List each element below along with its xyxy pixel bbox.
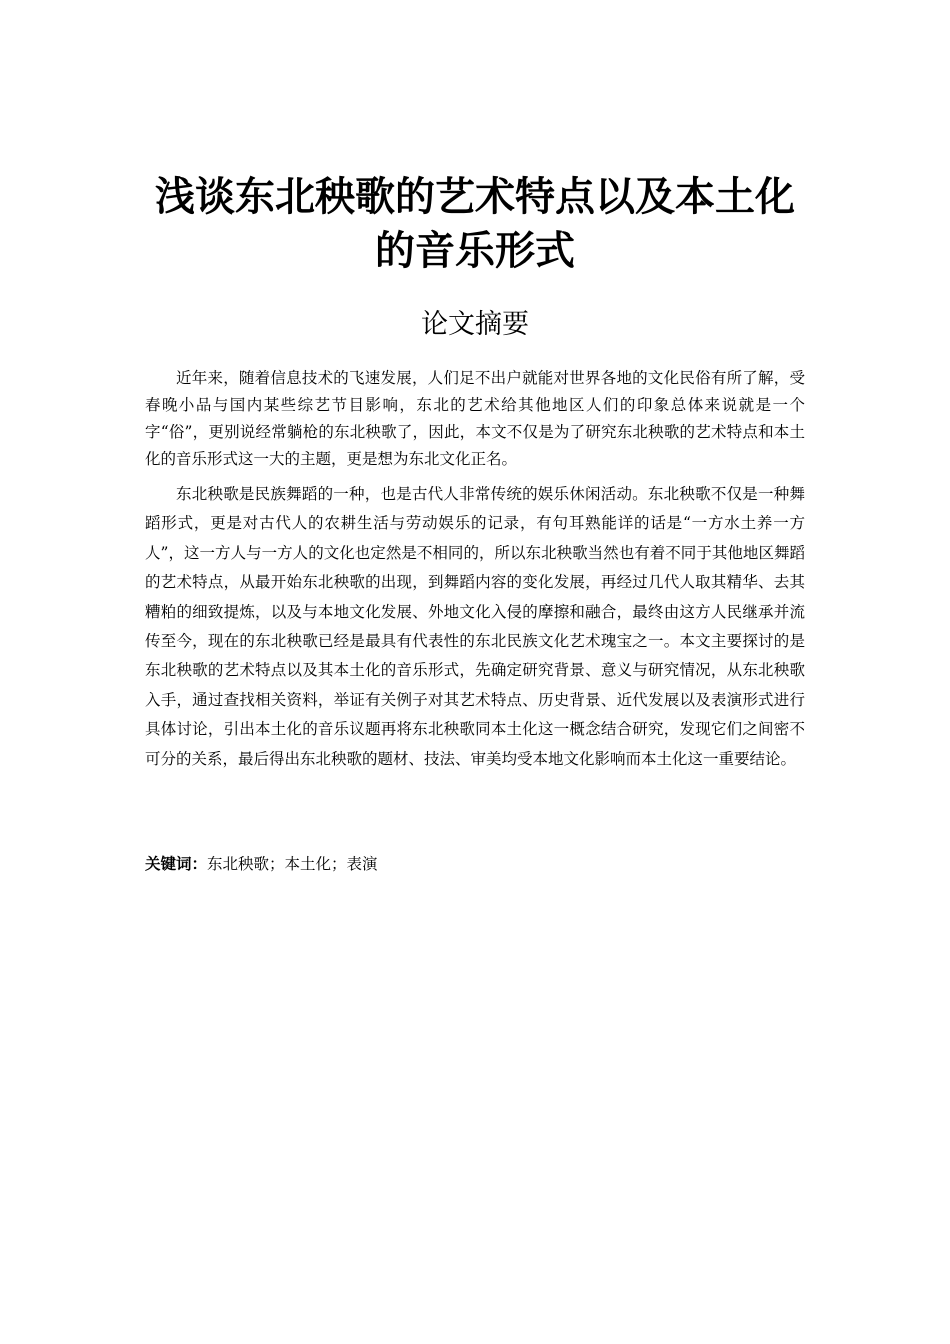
abstract-paragraph-2: 东北秧歌是民族舞蹈的一种，也是古代人非常传统的娱乐休闲活动。东北秧歌不仅是一种舞蹈形式，更是对古代人的农耕生活与劳动娱乐的记录，有句耳熟能详的话是“一方水土养一方人”，这一方人与一方人的文化也定然是不相同的，所以东北秧歌当然也有着不同于其他地区舞蹈的艺术特点，从最开始东北秧歌的出现，到舞蹈内容的变化发展，再经过几代人取其精华、去其糟粕的细致提炼，以及与本地文化发展、外地文化入侵的摩擦和融合，最终由这方人民继承并流传至今，现在的东北秧歌已经是最具有代表性的东北民族文化艺术瑰宝之一。本文主要探讨的是东北秧歌的艺术特点以及其本土化的音乐形式，先确定研究背景、意义与研究情况，从东北秧歌入手，通过查找相关资料，举证有关例子对其艺术特点、历史背景、近代发展以及表演形式进行具体讨论，引出本土化的音乐议题再将东北秧歌同本土化这一概念结合研究，发现它们之间密不可分的关系，最后得出东北秧歌的题材、技法、审美均受本地文化影响而本土化这一重要结论。 — [145, 485, 805, 768]
abstract-heading: 论文摘要 — [421, 309, 529, 340]
keywords-value: 东北秧歌；本土化；表演 — [207, 855, 378, 873]
title-line-1: 浅谈东北秧歌的艺术特点以及本土化 — [155, 174, 795, 220]
title-line-2: 的音乐形式 — [375, 228, 575, 274]
abstract-paragraph-1: 近年来，随着信息技术的飞速发展，人们足不出户就能对世界各地的文化民俗有所了解，受春晚小品与国内某些综艺节目影响，东北的艺术给其他地区人们的印象总体来说就是一个字“俗”，更别说经常躺枪的东北秧歌了，因此，本文不仅是为了研究东北秧歌的艺术特点和本土化的音乐形式这一大的主题，更是想为东北文化正名。 — [145, 369, 805, 468]
keywords-label: 关键词： — [145, 855, 208, 873]
document-title — [140, 170, 810, 278]
keywords-line — [145, 852, 805, 876]
